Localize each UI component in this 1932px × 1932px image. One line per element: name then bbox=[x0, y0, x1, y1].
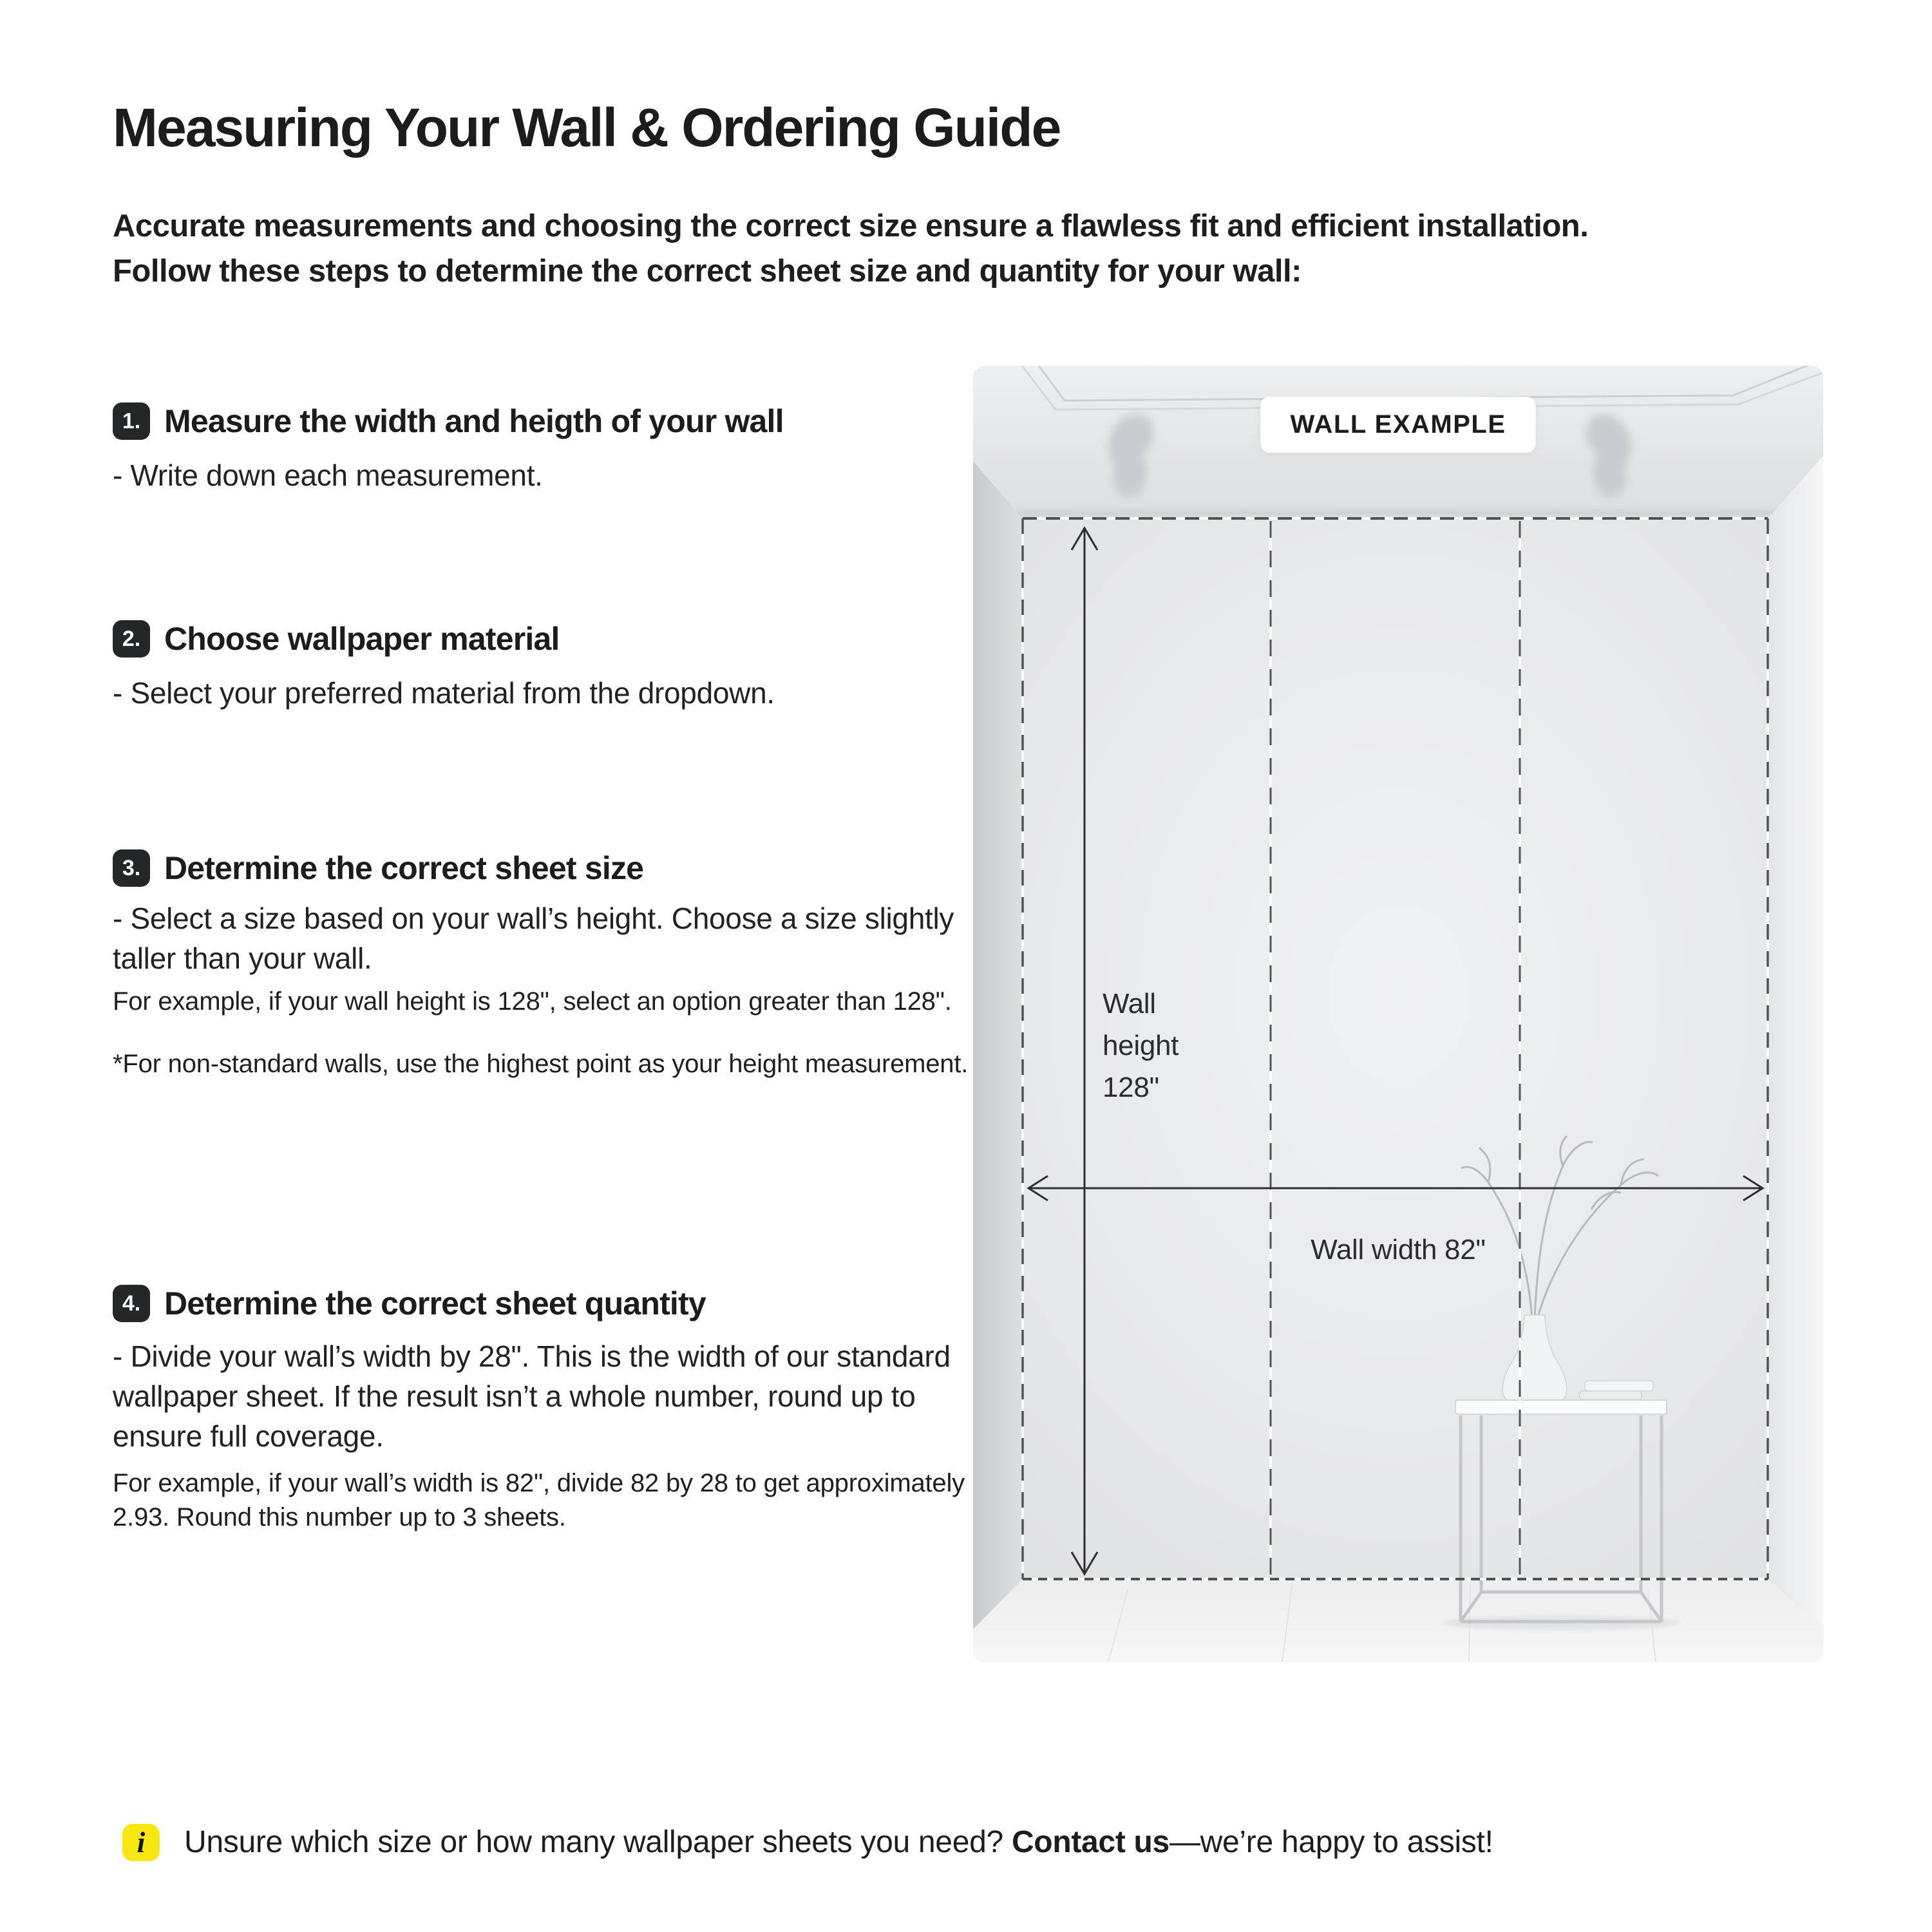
step-heading bbox=[113, 402, 1001, 440]
step-body: - Select your preferred material from the dropdown. bbox=[113, 676, 775, 710]
step-body: - Select a size based on your wall’s height. Choose a size slightly taller than your wall. bbox=[113, 902, 954, 975]
page-title: Measuring Your Wall & Ordering Guide bbox=[113, 97, 1061, 158]
step-number-badge: 3. bbox=[113, 849, 150, 887]
step-heading bbox=[113, 849, 1001, 887]
wall-height-line: Wall bbox=[1103, 988, 1156, 1019]
wall-example-badge: WALL EXAMPLE bbox=[1260, 397, 1535, 453]
wall-width-label: Wall width 82" bbox=[1311, 1234, 1486, 1265]
step-number-badge: 2. bbox=[113, 620, 150, 658]
wall-height-line: height bbox=[1103, 1030, 1179, 1061]
step-body: - Divide your wall’s width by 28". This is the width of our standard wallpaper sheet. If the result isn’t a whole number, round up to ensure full coverage. bbox=[113, 1340, 951, 1453]
step-note: *For non-standard walls, use the highest point as your height measurement. bbox=[113, 1050, 969, 1078]
wall-height-line: 128" bbox=[1103, 1072, 1159, 1103]
step-measure-wall bbox=[113, 402, 1001, 495]
step-heading bbox=[113, 1285, 1001, 1322]
intro-line-2: Follow these steps to determine the correct sheet size and quantity for your wall: bbox=[113, 254, 1302, 289]
step-number-badge: 4. bbox=[113, 1285, 150, 1322]
step-title: Determine the correct sheet quantity bbox=[164, 1285, 706, 1321]
step-heading bbox=[113, 620, 1001, 658]
step-title: Choose wallpaper material bbox=[164, 621, 560, 657]
help-text-before: Unsure which size or how many wallpaper sheets you need? bbox=[184, 1825, 1012, 1859]
step-sheet-size bbox=[113, 849, 1001, 1081]
wall-photo-graphic bbox=[973, 366, 1823, 1662]
step-number-badge: 1. bbox=[113, 402, 150, 440]
help-text bbox=[184, 1824, 1493, 1860]
wall-example-image bbox=[973, 366, 1823, 1662]
step-sheet-quantity bbox=[113, 1285, 1001, 1535]
step-example: For example, if your wall height is 128", select an option greater than 128". bbox=[113, 987, 952, 1016]
step-title: Measure the width and heigth of your wall bbox=[164, 403, 784, 439]
info-icon: i bbox=[122, 1824, 160, 1861]
help-text-after: —we’re happy to assist! bbox=[1169, 1825, 1493, 1859]
help-note bbox=[122, 1794, 1493, 1891]
intro-text bbox=[113, 204, 1890, 294]
step-body: - Write down each measurement. bbox=[113, 459, 543, 492]
contact-us-link[interactable]: Contact us bbox=[1011, 1825, 1170, 1859]
intro-line-1: Accurate measurements and choosing the correct size ensure a flawless fit and efficient installation. bbox=[113, 209, 1589, 243]
step-choose-material bbox=[113, 620, 1001, 713]
step-example: For example, if your wall’s width is 82", divide 82 by 28 to get approximately 2.93. Round this number up to 3 sheets. bbox=[113, 1469, 965, 1531]
step-title: Determine the correct sheet size bbox=[164, 850, 644, 886]
wall-height-label bbox=[1103, 983, 1179, 1108]
